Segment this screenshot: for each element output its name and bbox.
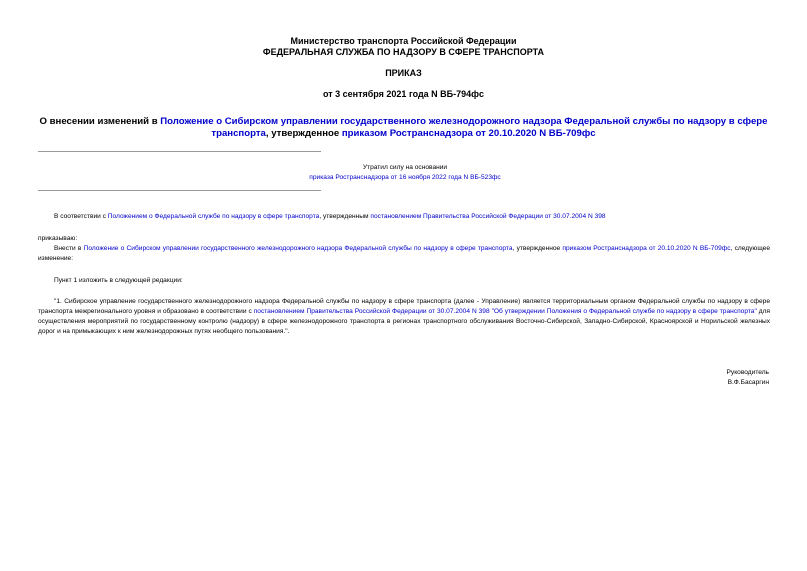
title-link-order[interactable]: приказом Ространснадзора от 20.10.2020 N ВБ-709фс — [341, 128, 596, 139]
divider-top — [38, 151, 321, 152]
para2-text2: , утвержденное — [512, 245, 563, 252]
para1-link-resolution[interactable]: постановлением Правительства Российской Федерации от 30.07.2004 N 398 — [370, 213, 606, 220]
para4-link-resolution[interactable]: постановлением Правительства Российской Федерации от 30.07.2004 N 398 "Об утверждении Положения о Федеральной службе по надзору в сфере транспорта" — [253, 308, 757, 315]
signature-name: В.Ф.Басаргин — [727, 379, 769, 386]
para1-text1: В соответствии с — [54, 213, 108, 220]
paragraph-point1: Пункт 1 изложить в следующей редакции: — [54, 277, 183, 284]
document-date-number: от 3 сентября 2021 года N ВБ-794фс — [322, 89, 485, 99]
status-note-text: Утратил силу на основании — [362, 164, 448, 171]
paragraph-new-text — [38, 297, 770, 337]
divider-bottom — [38, 190, 321, 191]
para1-text2: , утвержденным — [319, 213, 371, 220]
document-type: ПРИКАЗ — [385, 68, 422, 78]
status-note-link[interactable]: приказа Ространснадзора от 16 ноября 2022 года N ВБ-523фс — [309, 174, 501, 181]
order-word: приказываю: — [38, 235, 78, 242]
para2-text1: Внести в — [54, 245, 84, 252]
title-mid: , утвержденное — [265, 128, 342, 139]
service-name: ФЕДЕРАЛЬНАЯ СЛУЖБА ПО НАДЗОРУ В СФЕРЕ ТРАНСПОРТА — [262, 47, 545, 57]
signature-block — [727, 368, 769, 388]
para2-link-order[interactable]: приказом Ространснадзора от 20.10.2020 N ВБ-709фс — [562, 245, 731, 252]
paragraph-basis — [38, 212, 770, 222]
para4-text2: для осуществления мероприятий по государственному контролю (надзору) в сфере железнодорожного транспорта в регионах транспортного обслуживания Восточно-Сибирской, Западно-Сибирской, Красноярской и Норильской железных дорог и на примыкающих к ним железнодорожных путях необщего пользования.". — [38, 308, 771, 335]
paragraph-amend — [38, 244, 770, 264]
signature-position: Руководитель — [726, 369, 769, 376]
para2-text3: , следующее изменение: — [38, 245, 771, 262]
document-title — [30, 116, 777, 140]
para4-text1: "1. Сибирское управление государственного железнодорожного надзора Федеральной службы по надзору в сфере транспорта (далее - Управление) является территориальным органом Федеральной службы по надзору в сфере транспорта межрегионального уровня и образовано в соответствии с — [38, 298, 770, 315]
para2-link-regulation[interactable]: Положение о Сибирском управлении государственного железнодорожного надзора Федеральной службы по надзору в сфере транспорта — [83, 245, 513, 252]
para1-link-regulation[interactable]: Положением о Федеральной службе по надзору в сфере транспорта — [107, 213, 320, 220]
status-note — [280, 163, 530, 183]
ministry-name: Министерство транспорта Российской Федерации — [290, 36, 517, 46]
title-prefix: О внесении изменений в — [39, 116, 161, 127]
title-link-regulation[interactable]: Положение о Сибирском управлении государственного железнодорожного надзора Федеральной службы по надзору в сфере транспорта — [160, 116, 768, 139]
